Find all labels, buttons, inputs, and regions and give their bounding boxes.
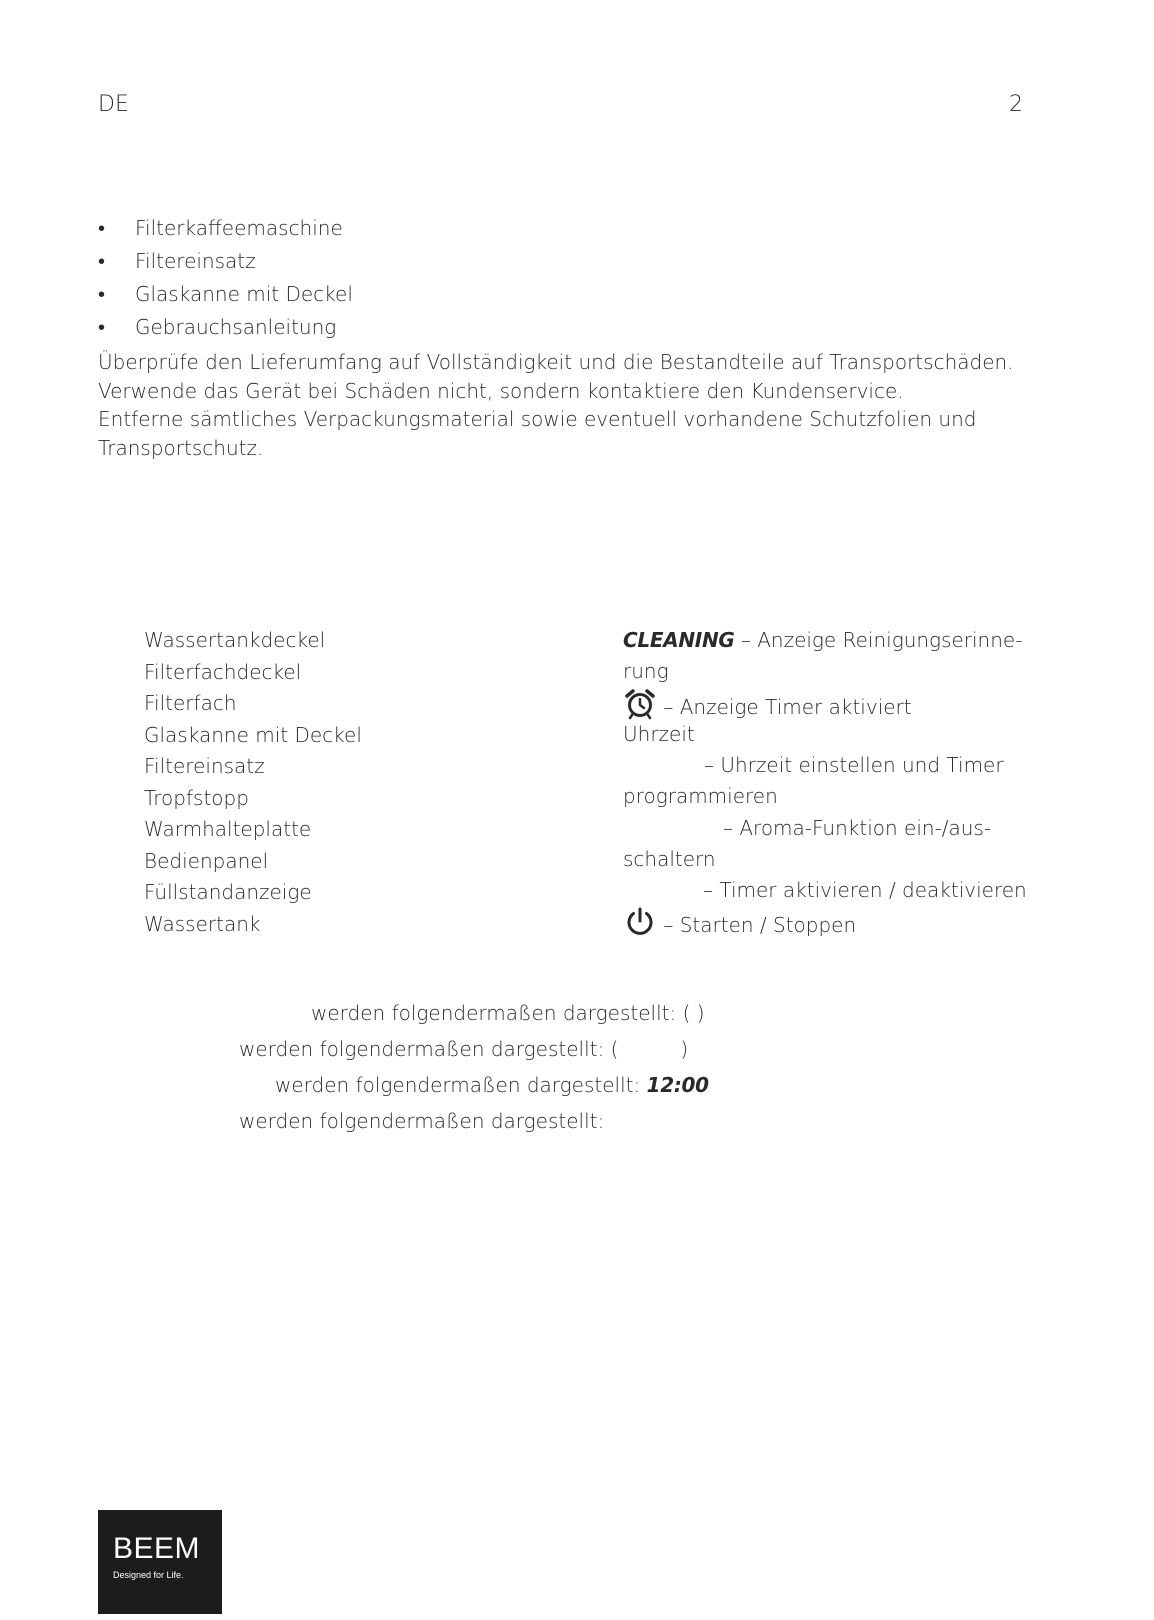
- representation-line-2-text: werden folgendermaßen dargestellt: (: [239, 1037, 619, 1061]
- paragraph-line: Transportschutz.: [98, 435, 264, 460]
- power-icon: [623, 905, 657, 948]
- cleaning-description-cont: rung: [623, 659, 669, 683]
- part-item: Filterfachdeckel: [144, 659, 302, 684]
- representation-line-4: werden folgendermaßen dargestellt:: [239, 1109, 605, 1133]
- list-item: • Filterkaffeemaschine: [98, 212, 353, 245]
- scope-of-delivery-list: [98, 212, 353, 344]
- list-item: • Filtereinsatz: [98, 245, 353, 278]
- timer-toggle-description: – Timer aktivieren / deaktivieren: [703, 878, 1027, 902]
- part-item: Füllstandanzeige: [144, 880, 312, 904]
- list-item: • Glaskanne mit Deckel: [98, 278, 353, 311]
- paragraph-line: Verwende das Gerät bei Schäden nicht, sondern kontaktiere den Kundenservice.: [98, 378, 904, 403]
- set-time-description: – Uhrzeit einstellen und Timer: [704, 753, 1004, 777]
- language-code: DE: [98, 92, 129, 117]
- page-number: 2: [1009, 92, 1023, 117]
- representation-line-2: [239, 1034, 688, 1065]
- list-item: • Gebrauchsanleitung: [98, 311, 353, 344]
- clock-example-value: 12:00: [646, 1073, 709, 1097]
- part-item: Bedienpanel: [144, 848, 269, 873]
- representation-line-1: werden folgendermaßen dargestellt: ( ): [311, 1001, 705, 1025]
- set-time-description-cont: programmieren: [623, 784, 778, 808]
- part-item: Wassertankdeckel: [144, 628, 326, 652]
- clock-label: Uhrzeit: [623, 722, 695, 746]
- part-item: Filtereinsatz: [144, 754, 265, 778]
- aroma-description: – Aroma-Funktion ein-/aus-: [723, 816, 992, 840]
- power-line: [623, 905, 856, 948]
- part-item: Wassertank: [144, 911, 261, 936]
- part-item: Tropfstopp: [144, 785, 249, 810]
- representation-line-3: [275, 1070, 709, 1101]
- part-item: Filterfach: [144, 691, 237, 715]
- parts-list: [144, 625, 362, 940]
- paragraph-line: Überprüfe den Lieferumfang auf Vollständigkeit und die Bestandteile auf Transportschäden.: [98, 350, 1014, 374]
- cleaning-line: [623, 625, 1022, 656]
- power-description: – Starten / Stoppen: [657, 913, 857, 937]
- representation-line-3-text: werden folgendermaßen dargestellt:: [275, 1073, 647, 1097]
- timer-indicator-description: – Anzeige Timer aktiviert: [657, 695, 912, 719]
- logo-wordmark: BEEM: [113, 1532, 201, 1565]
- beem-logo: [98, 1510, 222, 1614]
- delivery-check-paragraph: [98, 348, 1058, 462]
- paragraph-line: Entferne sämtliches Verpackungsmaterial sowie eventuell vorhandene Schutzfolien und: [98, 407, 977, 431]
- part-item: Warmhalteplatte: [144, 817, 312, 841]
- representation-line-2-close: ): [680, 1037, 689, 1061]
- cleaning-description: – Anzeige Reinigungserinne-: [734, 628, 1023, 652]
- aroma-description-cont: schaltern: [623, 847, 716, 871]
- part-item: Glaskanne mit Deckel: [144, 722, 362, 747]
- cleaning-label: CLEANING: [623, 628, 735, 652]
- logo-tagline: Designed for Life.: [113, 1570, 184, 1580]
